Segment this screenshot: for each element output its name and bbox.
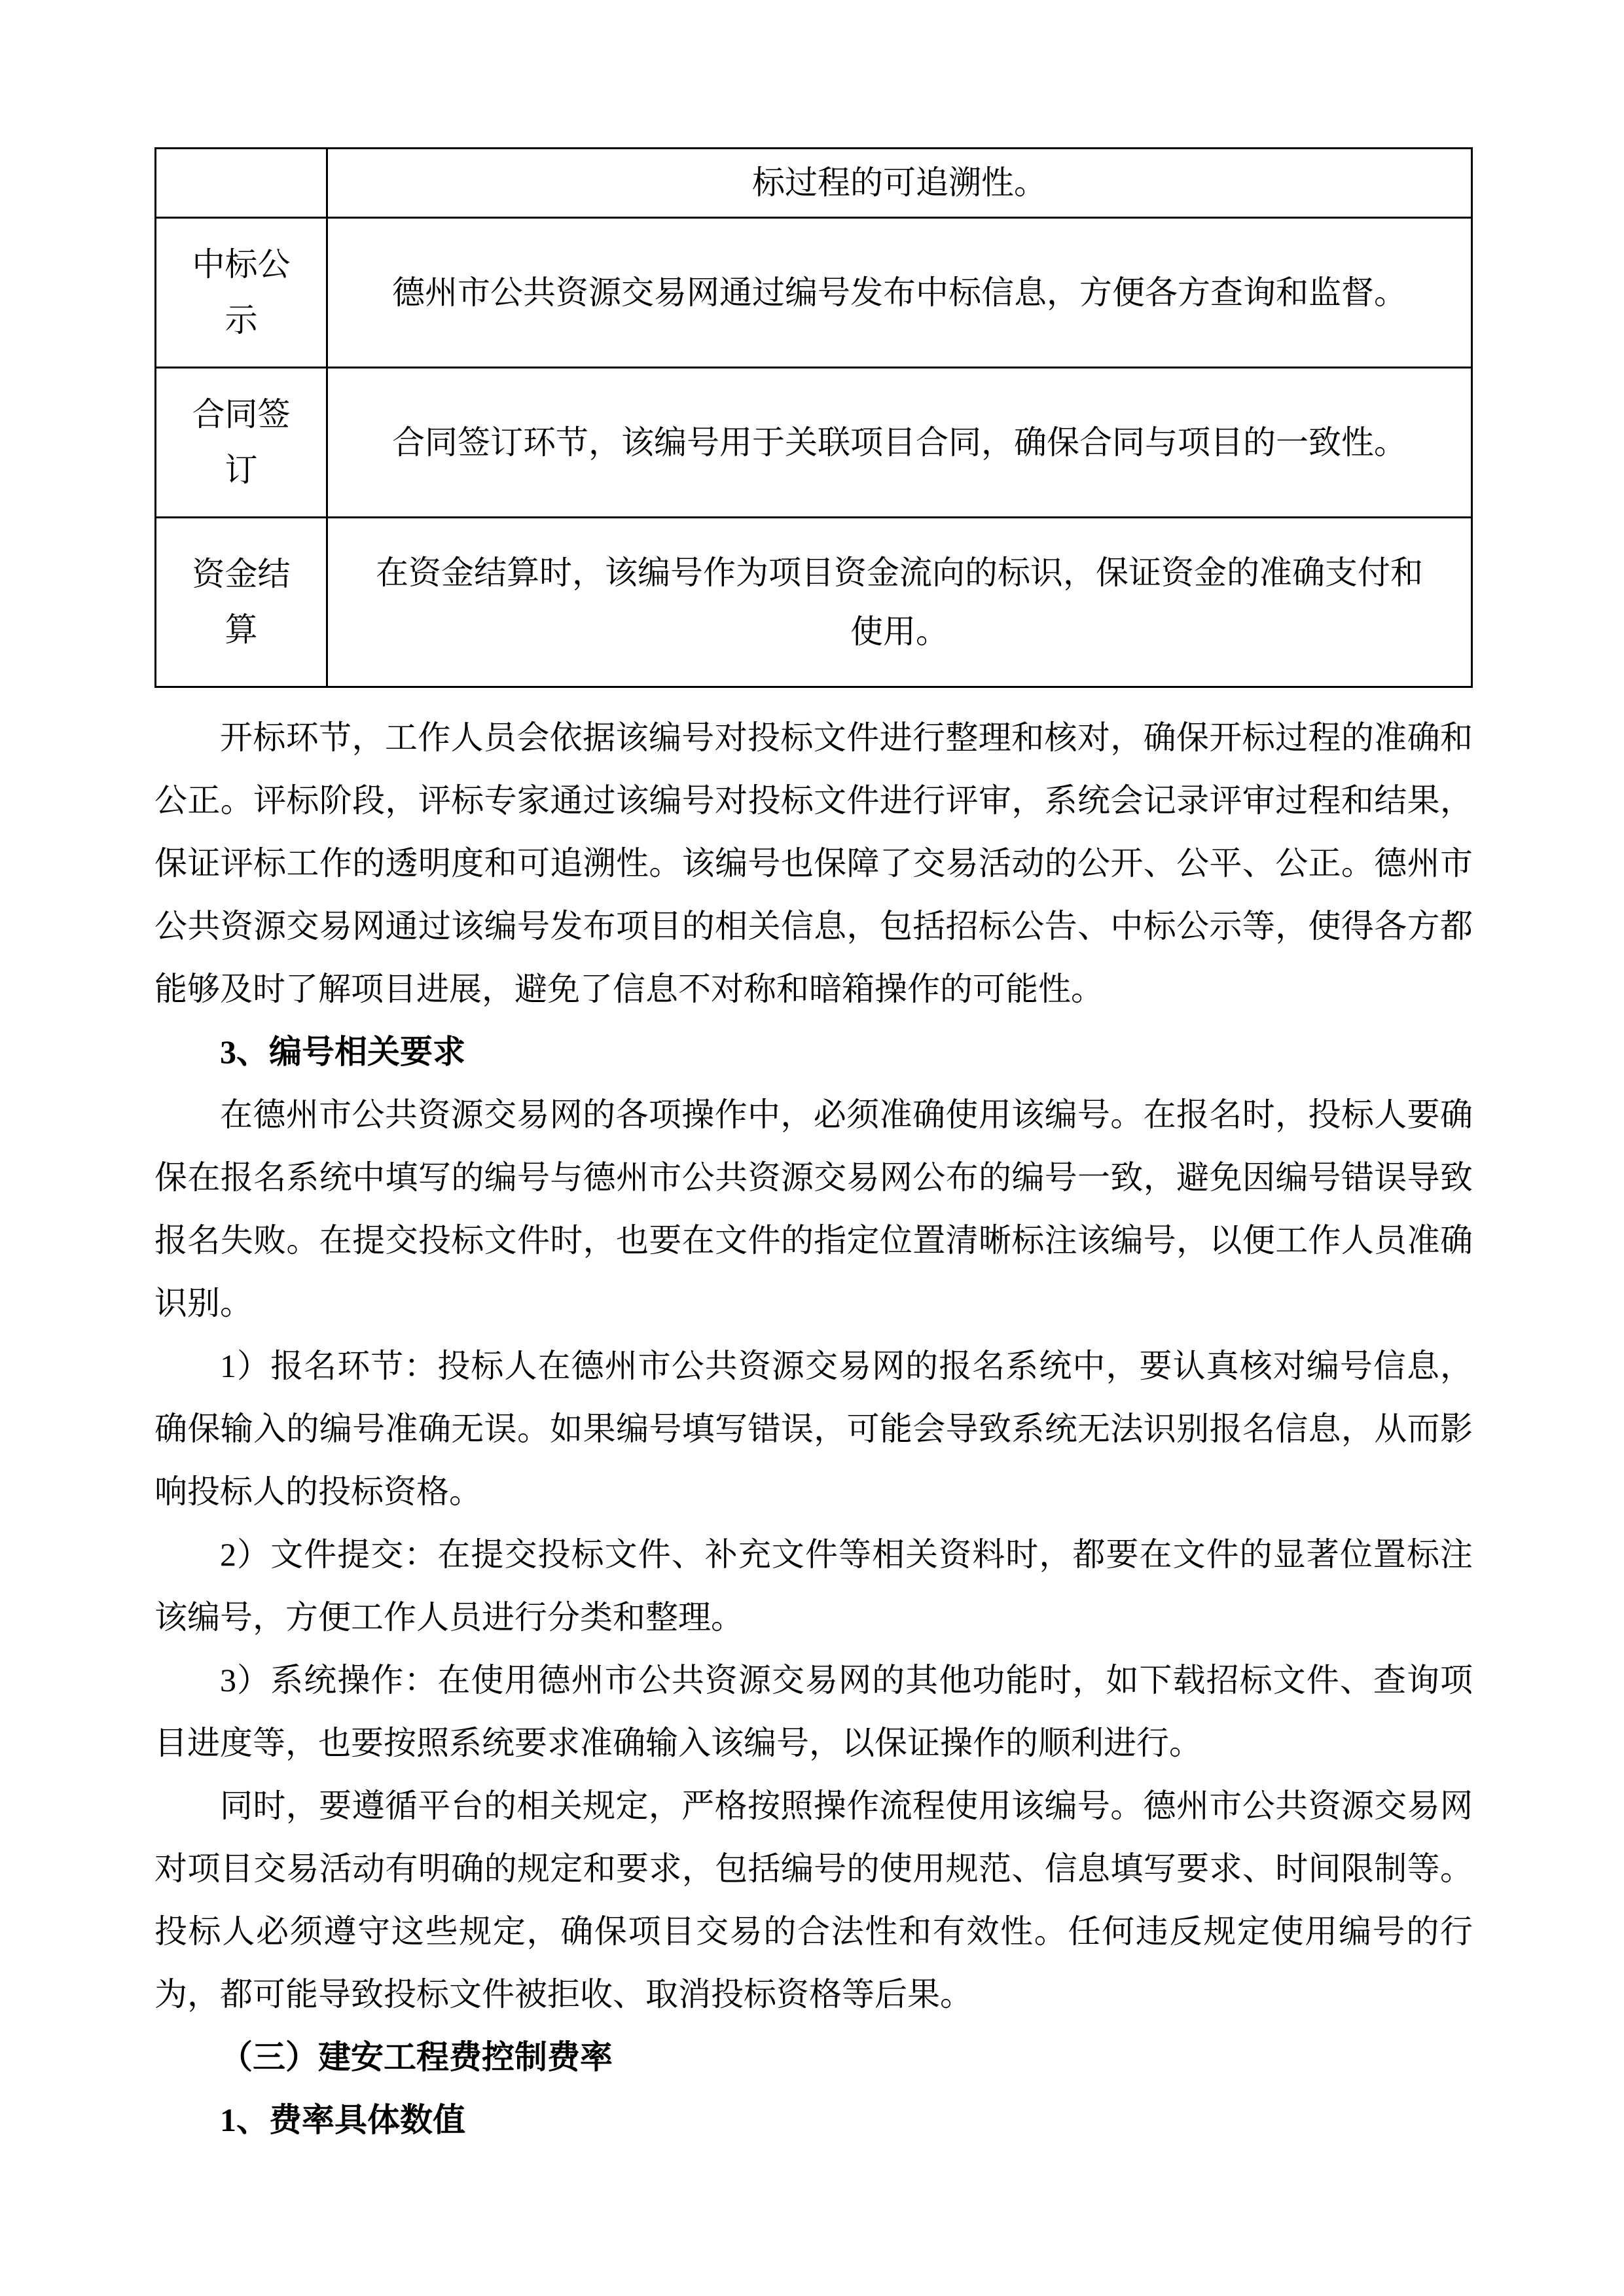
- page-content: [154, 147, 1473, 2151]
- table-row-content: 标过程的可追溯性。: [327, 149, 1472, 218]
- paragraph-file-submission: 2）文件提交：在提交投标文件、补充文件等相关资料时，都要在文件的显著位置标注该编号，方便工作人员进行分类和整理。: [154, 1536, 1473, 1636]
- paragraph-registration-step: 1）报名环节：投标人在德州市公共资源交易网的报名系统中，要认真核对编号信息，确保输入的编号准确无误。如果编号填写错误，可能会导致系统无法识别报名信息，从而影响投标人的投标资格。: [154, 1348, 1473, 1510]
- paragraph-system-operation: 3）系统操作：在使用德州市公共资源交易网的其他功能时，如下载招标文件、查询项目进度等，也要按照系统要求准确输入该编号，以保证操作的顺利进行。: [154, 1662, 1473, 1761]
- heading-rate-values: 1、费率具体数值: [220, 2102, 465, 2138]
- table-row-content: 在资金结算时，该编号作为项目资金流向的标识，保证资金的准确支付和使用。: [327, 518, 1472, 687]
- heading-section-three: （三）建安工程费控制费率: [220, 2039, 613, 2075]
- table-row: [156, 368, 1472, 518]
- table-row: [156, 149, 1472, 218]
- numbering-usage-table: [154, 147, 1473, 688]
- paragraph-platform-rules: 同时，要遵循平台的相关规定，严格按照操作流程使用该编号。德州市公共资源交易网对项目交易活动有明确的规定和要求，包括编号的使用规范、信息填写要求、时间限制等。投标人必须遵守这些规定，确保项目交易的合法性和有效性。任何违反规定使用编号的行为，都可能导致投标文件被拒收、取消投标资格等后果。: [154, 1787, 1473, 2013]
- table-row-label: 合同签订: [156, 368, 327, 518]
- table-row: [156, 518, 1472, 687]
- heading-numbering-requirements: 3、编号相关要求: [220, 1033, 465, 1070]
- table-row-content: 德州市公共资源交易网通过编号发布中标信息，方便各方查询和监督。: [327, 218, 1472, 368]
- table-row: [156, 218, 1472, 368]
- table-row-label: 资金结算: [156, 518, 327, 687]
- paragraph-usage-overview: 在德州市公共资源交易网的各项操作中，必须准确使用该编号。在报名时，投标人要确保在报名系统中填写的编号与德州市公共资源交易网公布的编号一致，避免因编号错误导致报名失败。在提交投标文件时，也要在文件的指定位置清晰标注该编号，以便工作人员准确识别。: [154, 1096, 1473, 1321]
- body-text: [154, 706, 1473, 2151]
- table-row-label: [156, 149, 327, 218]
- table-row-content: 合同签订环节，该编号用于关联项目合同，确保合同与项目的一致性。: [327, 368, 1472, 518]
- paragraph-bid-opening: 开标环节，工作人员会依据该编号对投标文件进行整理和核对，确保开标过程的准确和公正。评标阶段，评标专家通过该编号对投标文件进行评审，系统会记录评审过程和结果，保证评标工作的透明度和可追溯性。该编号也保障了交易活动的公开、公平、公正。德州市公共资源交易网通过该编号发布项目的相关信息，包括招标公告、中标公示等，使得各方都能够及时了解项目进展，避免了信息不对称和暗箱操作的可能性。: [154, 719, 1473, 1007]
- table-row-label: 中标公示: [156, 218, 327, 368]
